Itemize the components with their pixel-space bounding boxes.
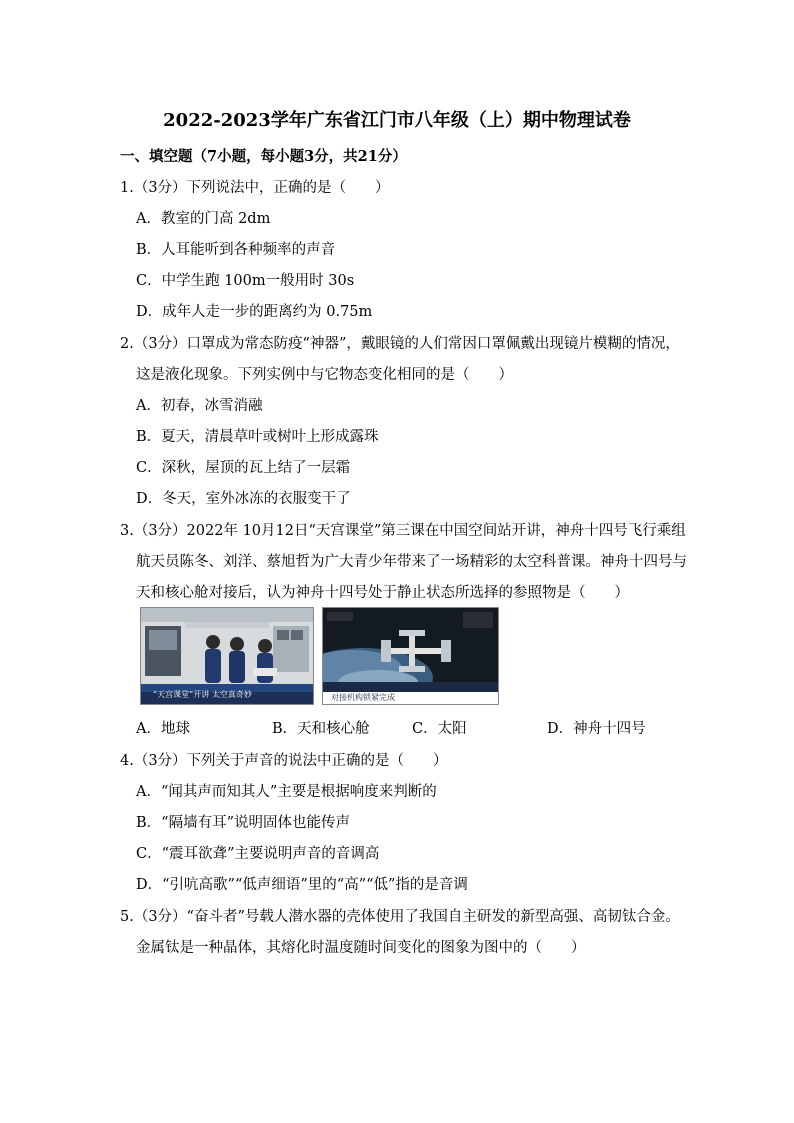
question-3-option-a: A．地球 <box>136 721 190 737</box>
question-2-stem-line-1: 2.（3分）口罩成为常态防疫“神器”，戴眼镜的人们常因口罩佩戴出现镜片模糊的情况， <box>120 336 680 352</box>
question-4-option-b: B．“隔墙有耳”说明固体也能传声 <box>136 815 350 831</box>
page-title: 2022-2023学年广东省江门市八年级（上）期中物理试卷 <box>163 110 631 131</box>
question-5-stem-line-1: 5.（3分）“奋斗者”号载人潜水器的壳体使用了我国自主研发的新型高强、高韧钛合金。 <box>120 909 680 925</box>
question-2-stem-line-2: 这是液化现象。下列实例中与它物态变化相同的是（ ） <box>136 367 513 383</box>
question-5-stem-line-2: 金属钛是一种晶体，其熔化时温度随时间变化的图象为图中的（ ） <box>136 940 586 956</box>
question-2-option-b: B．夏天，清晨草叶或树叶上形成露珠 <box>136 429 379 445</box>
question-3-option-b: B．天和核心舱 <box>272 721 370 737</box>
question-4-stem: 4.（3分）下列关于声音的说法中正确的是（ ） <box>120 753 448 769</box>
question-3-stem-line-1: 3.（3分）2022年 10月12日“天宫课堂”第三课在中国空间站开讲，神舟十四号飞行乘组 <box>120 523 686 539</box>
question-4-option-d: D．“引吭高歌”“低声细语”里的“高”“低”指的是音调 <box>136 877 468 893</box>
question-1-option-c: C．中学生跑 100m一般用时 30s <box>136 273 355 289</box>
question-1-stem: 1.（3分）下列说法中，正确的是（ ） <box>120 180 390 196</box>
question-2-option-c: C．深秋，屋顶的瓦上结了一层霜 <box>136 460 351 476</box>
question-4-option-c: C．“震耳欲聋”主要说明声音的音调高 <box>136 846 380 862</box>
question-3-option-d: D．神舟十四号 <box>547 721 646 737</box>
question-1-option-d: D．成年人走一步的距离约为 0.75m <box>136 304 373 320</box>
docking-photo-caption: 对接机构锁紧完成 <box>331 693 395 702</box>
question-3-stem-line-2: 航天员陈冬、刘洋、蔡旭哲为广大青少年带来了一场精彩的太空科普课。神舟十四号与 <box>136 554 687 570</box>
docking-photo <box>322 607 499 705</box>
question-1-option-b: B．人耳能听到各种频率的声音 <box>136 242 336 258</box>
question-3-stem-line-3: 天和核心舱对接后，认为神舟十四号处于静止状态所选择的参照物是（ ） <box>136 585 629 601</box>
astronauts-photo-caption: “天宫课堂”开讲 太空真奇妙 <box>153 690 252 699</box>
section-heading: 一、填空题（7小题，每小题3分，共21分） <box>120 148 407 165</box>
question-1-option-a: A．教室的门高 2dm <box>136 211 271 227</box>
question-3-option-c: C．太阳 <box>412 721 467 737</box>
astronauts-photo <box>140 607 314 705</box>
question-4-option-a: A．“闻其声而知其人”主要是根据响度来判断的 <box>136 784 437 800</box>
question-2-option-a: A．初春，冰雪消融 <box>136 398 263 414</box>
question-2-option-d: D．冬天，室外冰冻的衣服变干了 <box>136 491 351 507</box>
